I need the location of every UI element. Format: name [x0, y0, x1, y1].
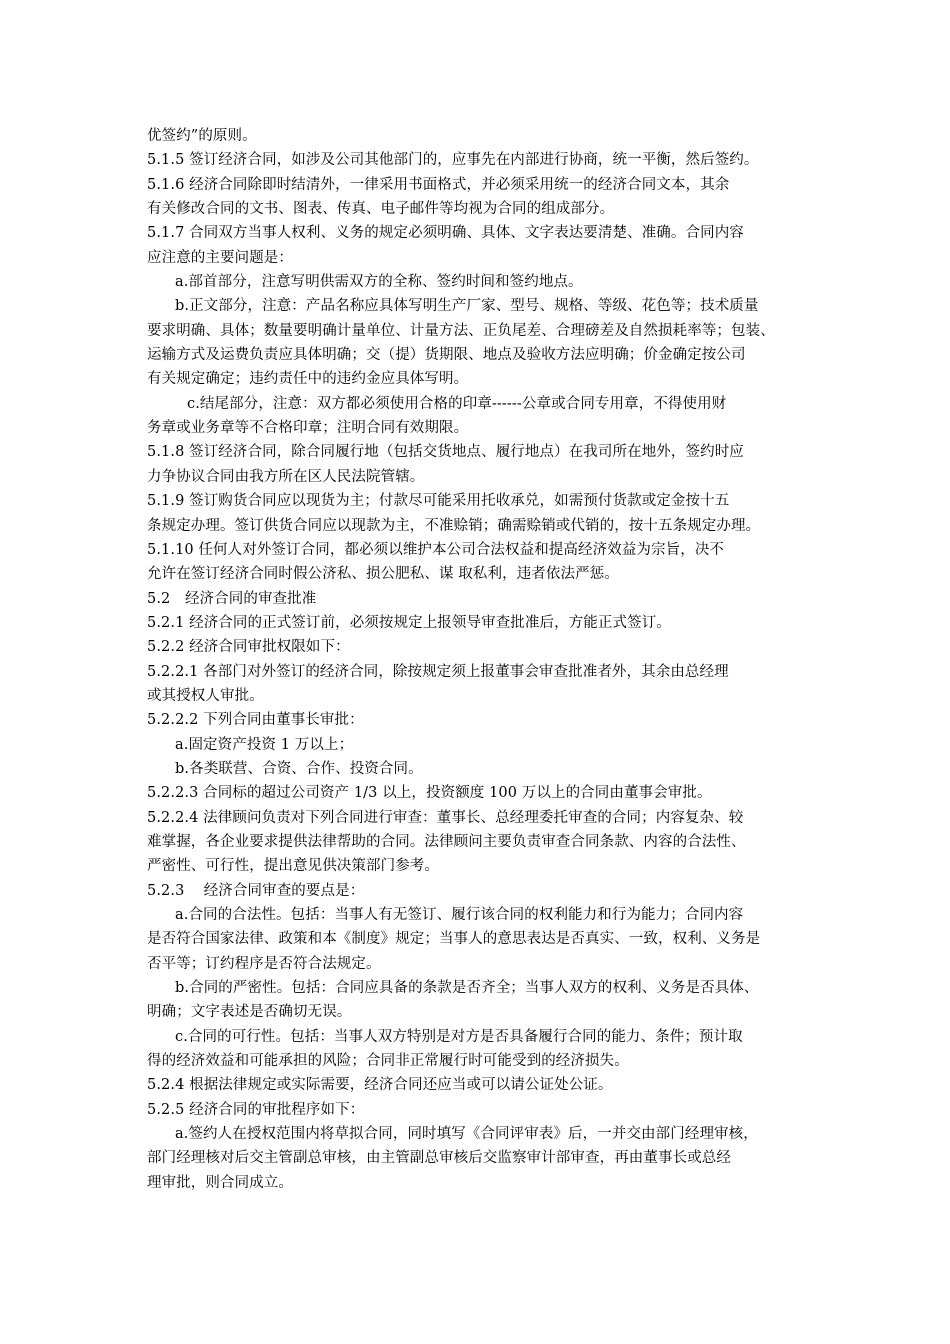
- text-line: c.合同的可行性。包括：当事人双方特别是对方是否具备履行合同的能力、条件；预计取: [175, 1028, 743, 1045]
- text-line: 5.1.5 签订经济合同，如涉及公司其他部门的，应事先在内部进行协商，统一平衡，然后签约。: [147, 152, 759, 169]
- text-line: 要求明确、具体；数量要明确计量单位、计量方法、正负尾差、合理磅差及自然损耗率等；包装、: [147, 322, 775, 339]
- text-line: b.各类联营、合资、合作、投资合同。: [175, 760, 423, 777]
- text-line: c.结尾部分，注意：双方都必须使用合格的印章------公章或合同专用章，不得使用财: [187, 395, 727, 412]
- text-line: 5.2.5 经济合同的审批程序如下：: [147, 1101, 365, 1118]
- text-line: 5.2.2.4 法律顾问负责对下列合同进行审查：董事长、总经理委托审查的合同；内容复杂、较: [147, 809, 744, 826]
- text-line: 应注意的主要问题是：: [147, 249, 293, 266]
- text-line: 否平等；订约程序是否符合法规定。: [147, 955, 381, 972]
- text-line: b.正文部分，注意：产品名称应具体写明生产厂家、型号、规格、等级、花色等；技术质量: [175, 298, 759, 315]
- text-line: 5.1.9 签订购货合同应以现货为主；付款尽可能采用托收承兑，如需预付货款或定金按十五: [147, 493, 730, 510]
- text-line: 5.2.2 经济合同审批权限如下：: [147, 639, 350, 656]
- text-line: 5.2.2.3 合同标的超过公司资产 1/3 以上，投资额度 100 万以上的合同由董事会审批。: [147, 785, 712, 802]
- text-line: 5.2.1 经济合同的正式签订前，必须按规定上报领导审查批准后，方能正式签订。: [147, 614, 671, 631]
- text-line: 部门经理核对后交主管副总审核，由主管副总审核后交监察审计部审查，再由董事长或总经: [147, 1150, 731, 1167]
- text-line: 有关修改合同的文书、图表、传真、电子邮件等均视为合同的组成部分。: [147, 201, 615, 218]
- text-line: 严密性、可行性，提出意见供决策部门参考。: [147, 858, 439, 875]
- text-line: 理审批，则合同成立。: [147, 1174, 293, 1191]
- text-line: 5.2 经济合同的审查批准: [147, 590, 317, 607]
- text-line: b.合同的严密性。包括：合同应具备的条款是否齐全；当事人双方的权利、义务是否具体、: [175, 980, 759, 997]
- text-line: 5.2.2.1 各部门对外签订的经济合同，除按规定须上报董事会审查批准者外，其余由总经理: [147, 663, 729, 680]
- text-line: 允许在签订经济合同时假公济私、损公肥私、谋 取私利，违者依法严惩。: [147, 566, 619, 583]
- text-line: a.部首部分，注意写明供需双方的全称、签约时间和签约地点。: [175, 274, 583, 291]
- text-line: 条规定办理。签订供货合同应以现款为主，不准赊销；确需赊销或代销的，按十五条规定办理。: [147, 517, 761, 534]
- text-line: 5.1.10 任何人对外签订合同，都必须以维护本公司合法权益和提高经济效益为宗旨，决不: [147, 541, 725, 558]
- text-line: 5.2.4 根据法律规定或实际需要，经济合同还应当或可以请公证处公证。: [147, 1077, 613, 1094]
- document-body: [147, 124, 817, 1195]
- text-line: 有关规定确定；违约责任中的违约金应具体写明。: [147, 371, 469, 388]
- text-line: 5.1.7 合同双方当事人权利、义务的规定必须明确、具体、文字表达要清楚、准确。合同内容: [147, 225, 744, 242]
- text-line: a.签约人在授权范围内将草拟合同，同时填写《合同评审表》后，一并交由部门经理审核，: [175, 1126, 758, 1143]
- text-line: 优签约”的原则。: [147, 128, 257, 144]
- text-line: 运输方式及运费负责应具体明确；交（提）货期限、地点及验收方法应明确；价金确定按公司: [147, 347, 746, 364]
- text-line: 务章或业务章等不合格印章；注明合同有效期限。: [147, 420, 469, 437]
- text-line: a.合同的合法性。包括：当事人有无签订、履行该合同的权利能力和行为能力；合同内容: [175, 907, 744, 923]
- text-line: 或其授权人审批。: [147, 687, 264, 704]
- text-line: 5.1.6 经济合同除即时结清外，一律采用书面格式，并必须采用统一的经济合同文本，其余: [147, 176, 730, 193]
- text-line: 难掌握，各企业要求提供法律帮助的合同。法律顾问主要负责审查合同条款、内容的合法性、: [147, 833, 746, 850]
- text-line: 明确；文字表述是否确切无误。: [147, 1004, 352, 1021]
- text-line: 5.2.2.2 下列合同由董事长审批：: [147, 712, 364, 729]
- text-line: 5.1.8 签订经济合同，除合同履行地（包括交货地点、履行地点）在我司所在地外，签约时应: [147, 444, 744, 461]
- text-line: 是否符合国家法律、政策和本《制度》规定；当事人的意思表达是否真实、一致，权利、义务是: [147, 931, 761, 948]
- text-line: 力争协议合同由我方所在区人民法院管辖。: [147, 468, 425, 485]
- text-line: a.固定资产投资 1 万以上；: [175, 736, 354, 753]
- text-line: 得的经济效益和可能承担的风险；合同非正常履行时可能受到的经济损失。: [147, 1053, 629, 1070]
- text-line: 5.2.3 经济合同审查的要点是：: [147, 882, 365, 899]
